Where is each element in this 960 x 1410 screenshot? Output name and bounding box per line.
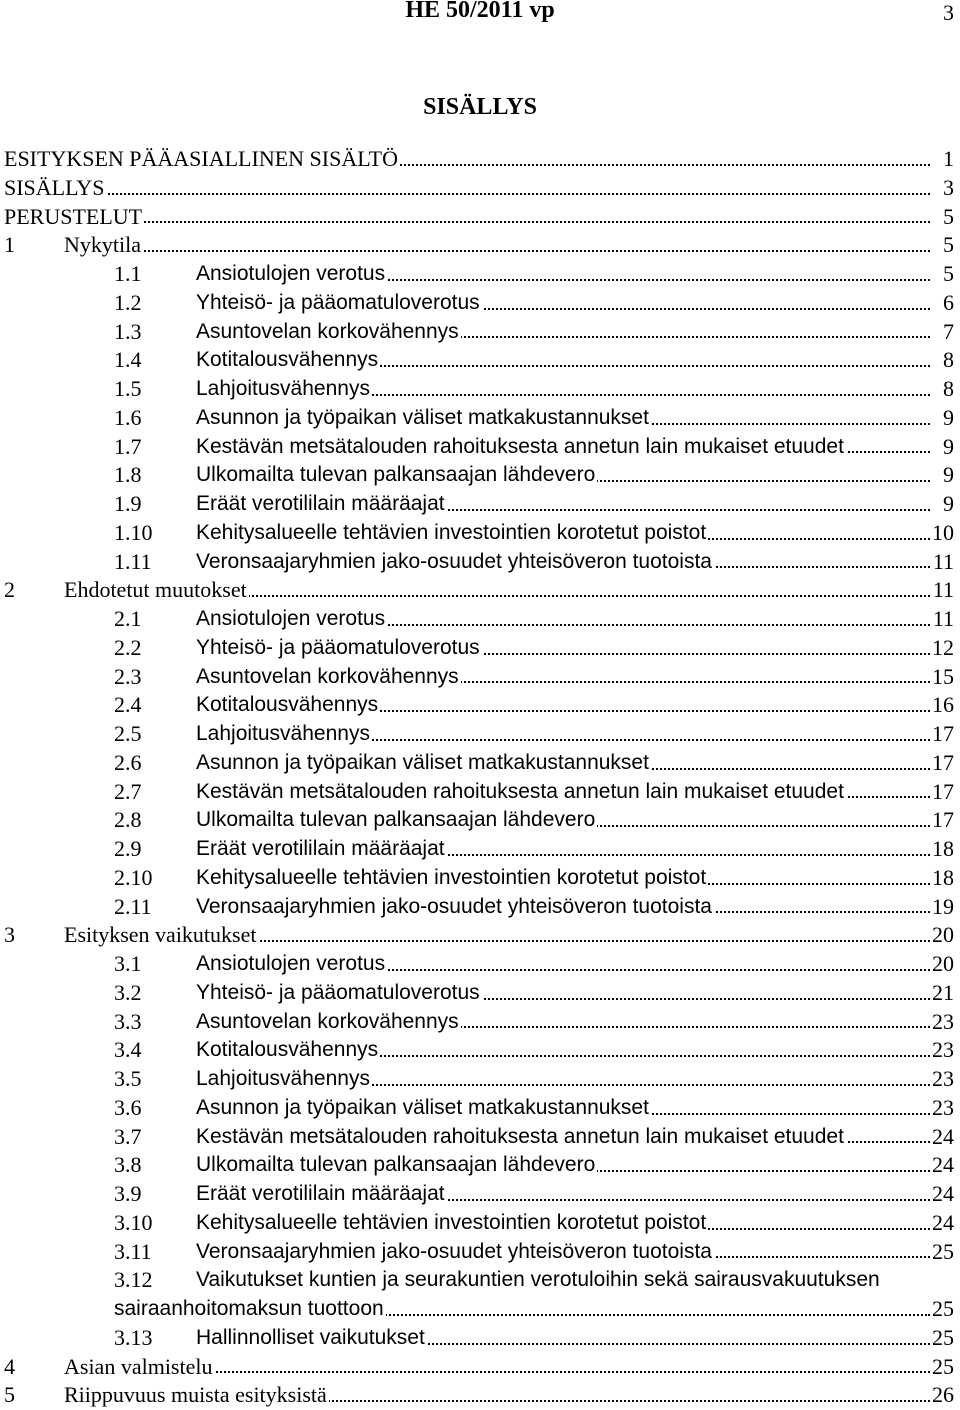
toc-entry[interactable]	[0, 691, 960, 720]
toc-entry-text: Kehitysalueelle tehtävien investointien korotetut poistot	[196, 1209, 708, 1237]
toc-entry-text: Eräät verotililain määräajat	[196, 1180, 447, 1208]
toc-entry-number: 3.1	[114, 951, 142, 976]
toc-entry-page: 25	[932, 1324, 954, 1350]
toc-entry-text: Veronsaajaryhmien jako-osuudet yhteisöveron tuotoista	[196, 548, 714, 576]
toc-entry[interactable]	[0, 893, 960, 922]
toc-entry[interactable]	[0, 1238, 960, 1267]
toc-entry[interactable]	[0, 375, 960, 404]
toc-entry-page: 21	[932, 979, 954, 1005]
toc-entry-text: Yhteisö- ja pääomatuloverotus	[196, 979, 482, 1007]
toc-entry-number: 3.2	[114, 979, 142, 1005]
toc-entry-page: 15	[932, 663, 954, 689]
toc-entry-page: 7	[943, 318, 954, 344]
toc-entry-number: 2.1	[114, 606, 142, 631]
toc-entry[interactable]	[0, 461, 960, 490]
toc-entry-page: 12	[932, 634, 954, 660]
toc-entry-text: Asuntovelan korkovähennys	[196, 318, 461, 346]
toc-entry-text: Yhteisö- ja pääomatuloverotus	[196, 634, 482, 662]
toc-entry-page: 18	[932, 836, 954, 861]
toc-entry-page: 1	[943, 146, 954, 171]
toc-entry[interactable]	[0, 720, 960, 749]
toc-entry-number: 2.2	[114, 634, 142, 660]
toc-entry-page: 20	[932, 922, 954, 948]
toc-entry[interactable]	[0, 346, 960, 375]
toc-entry[interactable]	[0, 1008, 960, 1037]
toc-entry-page: 3	[943, 174, 954, 200]
toc-entry[interactable]	[0, 1151, 960, 1180]
toc-entry[interactable]	[0, 260, 960, 289]
toc-entry[interactable]	[0, 404, 960, 433]
toc-entry-text: Ulkomailta tulevan palkansaajan lähdevero	[196, 461, 597, 489]
toc-entry-number: 2.7	[114, 778, 142, 804]
toc-entry-text: Eräät verotililain määräajat	[196, 490, 447, 518]
toc-entry[interactable]	[0, 1123, 960, 1152]
toc-entry-number: 2.8	[114, 807, 142, 833]
toc-entry-number: 1.10	[114, 519, 153, 545]
toc-entry[interactable]	[0, 174, 960, 203]
toc-entry-page: 5	[943, 232, 954, 258]
toc-entry-number: 1	[4, 232, 15, 258]
toc-entry-text: Asunnon ja työpaikan väliset matkakustannukset	[196, 404, 651, 432]
toc-entry[interactable]	[0, 634, 960, 663]
toc-entry-number: 1.3	[114, 318, 142, 344]
toc-entry-text: Veronsaajaryhmien jako-osuudet yhteisöveron tuotoista	[196, 893, 714, 921]
toc-entry-text: Asian valmistelu	[64, 1353, 213, 1379]
toc-entry[interactable]	[0, 1094, 960, 1123]
toc-entry[interactable]	[0, 576, 960, 605]
toc-entry-text: Kotitalousvähennys	[196, 691, 380, 719]
toc-entry-number: 4	[4, 1353, 15, 1379]
toc-entry-number: 3.9	[114, 1181, 142, 1206]
toc-entry-number: 2.4	[114, 692, 142, 718]
toc-entry-page: 9	[943, 404, 954, 430]
toc-entry-text: Ulkomailta tulevan palkansaajan lähdevero	[196, 1151, 597, 1179]
toc-entry-text: Esityksen vaikutukset	[64, 922, 257, 948]
toc-entry-page: 24	[932, 1152, 954, 1178]
table-of-contents	[0, 145, 960, 1410]
toc-entry[interactable]	[0, 318, 960, 347]
toc-entry-page: 16	[932, 692, 954, 718]
toc-entry[interactable]	[0, 145, 960, 174]
toc-entry-text: Kotitalousvähennys	[196, 346, 380, 374]
toc-entry-number: 3.8	[114, 1152, 142, 1178]
toc-entry-page: 11	[932, 548, 954, 574]
toc-entry-page: 17	[932, 721, 954, 746]
toc-entry-page: 10	[932, 519, 954, 545]
toc-entry-number: 3.3	[114, 1008, 142, 1034]
toc-entry-page: 26	[932, 1382, 954, 1408]
toc-entry-page: 17	[932, 807, 954, 833]
toc-entry-number: 1.11	[114, 548, 152, 574]
toc-entry[interactable]	[0, 289, 960, 318]
toc-entry-number: 2.10	[114, 864, 153, 890]
toc-entry-page: 20	[932, 951, 954, 976]
toc-entry[interactable]	[0, 864, 960, 893]
toc-entry-number: 3.4	[114, 1037, 142, 1063]
toc-entry-number: 1.1	[114, 261, 142, 286]
toc-entry-text: Asunnon ja työpaikan väliset matkakustannukset	[196, 749, 651, 777]
toc-entry-text: Riippuvuus muista esityksistä	[64, 1382, 327, 1408]
toc-entry-text: Asunnon ja työpaikan väliset matkakustannukset	[196, 1094, 651, 1122]
toc-entry-text: Kotitalousvähennys	[196, 1036, 380, 1064]
toc-leader-dots	[4, 193, 930, 195]
toc-entry-page: 23	[932, 1094, 954, 1120]
toc-entry-text: sairaanhoitomaksun tuottoon	[114, 1295, 386, 1323]
toc-entry-text: Kestävän metsätalouden rahoituksesta annetun lain mukaiset etuudet	[196, 778, 846, 806]
toc-entry-number: 3.11	[114, 1238, 152, 1264]
toc-entry-text: Lahjoitusvähennys	[196, 720, 372, 748]
toc-entry-number: 1.8	[114, 462, 142, 488]
toc-entry[interactable]	[0, 806, 960, 835]
toc-leader-dots	[64, 250, 930, 252]
toc-entry[interactable]	[0, 1266, 960, 1295]
toc-entry-text: Kestävän metsätalouden rahoituksesta annetun lain mukaiset etuudet	[196, 1123, 846, 1151]
toc-entry[interactable]	[0, 1036, 960, 1065]
toc-entry-page: 17	[932, 778, 954, 804]
toc-entry-page: 11	[932, 577, 954, 603]
toc-entry[interactable]	[0, 979, 960, 1008]
toc-entry[interactable]	[0, 921, 960, 950]
toc-entry-page: 9	[943, 491, 954, 516]
toc-entry-page: 24	[932, 1123, 954, 1149]
toc-entry-text: Eräät verotililain määräajat	[196, 835, 447, 863]
toc-entry-text: Ulkomailta tulevan palkansaajan lähdevero	[196, 806, 597, 834]
toc-entry[interactable]	[0, 231, 960, 260]
toc-entry-text: Ansiotulojen verotus	[196, 260, 387, 288]
toc-entry-page: 23	[932, 1008, 954, 1034]
toc-entry-number: 3.6	[114, 1094, 142, 1120]
toc-entry-page: 5	[943, 261, 954, 286]
toc-entry-number: 2	[4, 577, 15, 603]
toc-entry[interactable]	[0, 519, 960, 548]
toc-entry-number: 3.12	[114, 1267, 153, 1293]
toc-entry-page: 23	[932, 1066, 954, 1091]
toc-entry-page: 17	[932, 749, 954, 775]
toc-entry-number: 1.7	[114, 433, 142, 459]
toc-entry[interactable]	[0, 433, 960, 462]
toc-entry-page: 25	[932, 1238, 954, 1264]
toc-entry-text: Ansiotulojen verotus	[196, 950, 387, 978]
toc-entry-page: 8	[943, 347, 954, 373]
toc-entry[interactable]	[0, 548, 960, 577]
toc-entry-number: 1.4	[114, 347, 142, 373]
toc-entry-page: 9	[943, 433, 954, 459]
toc-entry-number: 3.5	[114, 1066, 142, 1091]
toc-entry-text: Lahjoitusvähennys	[196, 1065, 372, 1093]
toc-entry-page: 25	[932, 1296, 954, 1321]
document-header-title: HE 50/2011 vp	[405, 0, 555, 23]
toc-entry-page: 25	[932, 1353, 954, 1379]
header-page-number: 3	[943, 0, 954, 25]
toc-entry-page: 19	[932, 893, 954, 919]
toc-entry[interactable]	[0, 1065, 960, 1094]
toc-entry-text: Vaikutukset kuntien ja seurakuntien verotuloihin sekä sairausvakuutuksen	[196, 1266, 882, 1294]
toc-entry-text: Yhteisö- ja pääomatuloverotus	[196, 289, 482, 317]
toc-entry[interactable]	[0, 605, 960, 634]
toc-entry-number: 3.10	[114, 1209, 153, 1235]
toc-entry-page: 23	[932, 1037, 954, 1063]
toc-entry-number: 2.11	[114, 893, 152, 919]
toc-entry[interactable]	[0, 1180, 960, 1209]
toc-entry-number: 3.13	[114, 1324, 153, 1350]
toc-entry[interactable]	[0, 203, 960, 232]
toc-entry-text: Asuntovelan korkovähennys	[196, 663, 461, 691]
toc-entry-text: Lahjoitusvähennys	[196, 375, 372, 403]
toc-entry[interactable]	[0, 950, 960, 979]
toc-entry[interactable]	[0, 663, 960, 692]
toc-entry-text: PERUSTELUT	[4, 203, 143, 229]
toc-entry[interactable]	[0, 1324, 960, 1353]
toc-entry-number: 1.6	[114, 404, 142, 430]
toc-entry[interactable]	[0, 1295, 960, 1324]
toc-entry-number: 1.5	[114, 376, 142, 401]
toc-entry-text: SISÄLLYS	[4, 174, 105, 200]
toc-entry[interactable]	[0, 835, 960, 864]
toc-entry[interactable]	[0, 490, 960, 519]
toc-entry[interactable]	[0, 749, 960, 778]
toc-entry-text: Veronsaajaryhmien jako-osuudet yhteisöveron tuotoista	[196, 1238, 714, 1266]
toc-entry-text: Ehdotetut muutokset	[64, 577, 247, 603]
toc-entry-text: Asuntovelan korkovähennys	[196, 1008, 461, 1036]
toc-entry-number: 3	[4, 922, 15, 948]
toc-entry-number: 2.3	[114, 663, 142, 689]
toc-entry-number: 1.9	[114, 491, 142, 516]
toc-entry-number: 1.2	[114, 289, 142, 315]
toc-entry-number: 5	[4, 1382, 15, 1408]
toc-entry-page: 24	[932, 1181, 954, 1206]
toc-entry[interactable]	[0, 778, 960, 807]
toc-entry-text: Hallinnolliset vaikutukset	[196, 1324, 427, 1352]
toc-entry-page: 5	[943, 203, 954, 229]
toc-entry-page: 11	[932, 606, 954, 631]
toc-entry-page: 8	[943, 376, 954, 401]
toc-entry[interactable]	[0, 1353, 960, 1382]
toc-entry-text: Ansiotulojen verotus	[196, 605, 387, 633]
toc-entry-text: Kestävän metsätalouden rahoituksesta annetun lain mukaiset etuudet	[196, 433, 846, 461]
toc-entry-number: 2.9	[114, 836, 142, 861]
toc-entry-page: 24	[932, 1209, 954, 1235]
toc-entry[interactable]	[0, 1209, 960, 1238]
toc-title: SISÄLLYS	[423, 94, 537, 120]
toc-entry-page: 9	[943, 462, 954, 488]
toc-entry-number: 3.7	[114, 1123, 142, 1149]
toc-entry-page: 6	[943, 289, 954, 315]
toc-entry-page: 18	[932, 864, 954, 890]
toc-entry-number: 2.5	[114, 721, 142, 746]
toc-entry-text: Kehitysalueelle tehtävien investointien korotetut poistot	[196, 519, 708, 547]
toc-entry-text: ESITYKSEN PÄÄASIALLINEN SISÄLTÖ	[4, 146, 398, 171]
toc-entry-text: Kehitysalueelle tehtävien investointien korotetut poistot	[196, 864, 708, 892]
toc-entry-text: Nykytila	[64, 232, 141, 258]
toc-entry-number: 2.6	[114, 749, 142, 775]
